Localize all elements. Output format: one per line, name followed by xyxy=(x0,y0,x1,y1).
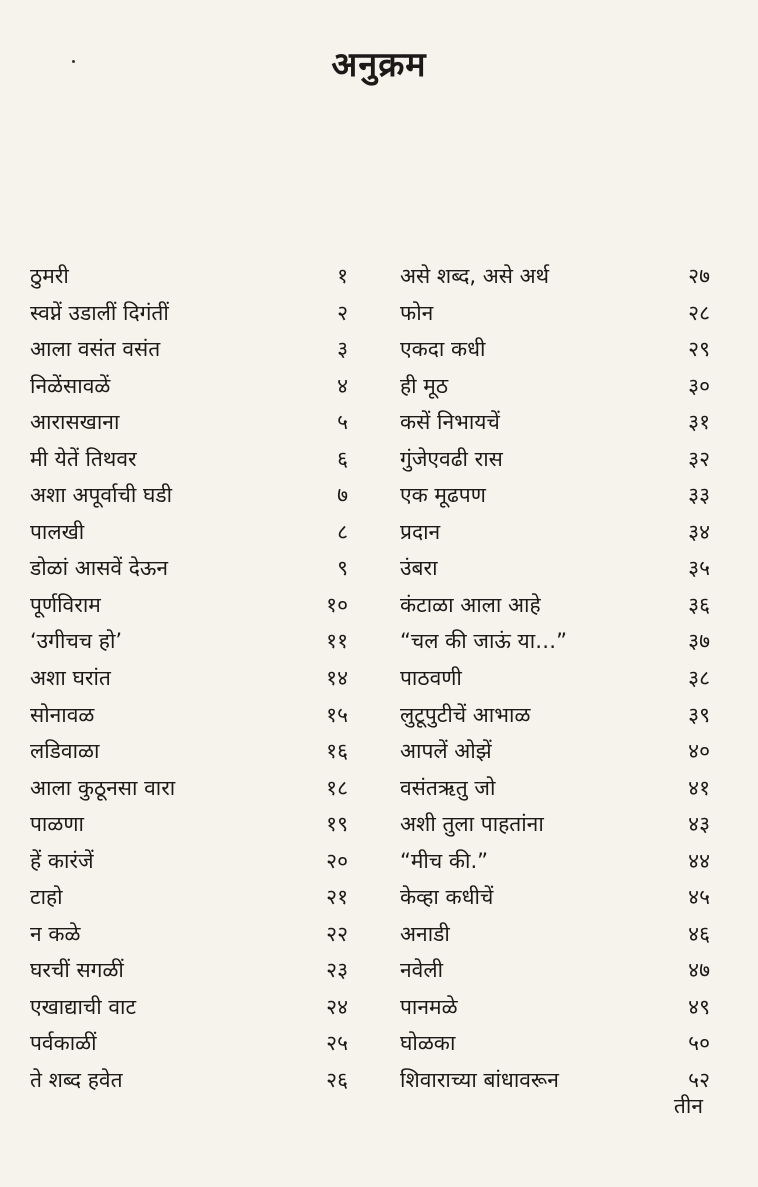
toc-entry-page: २० xyxy=(326,848,348,873)
toc-entry-page: ४० xyxy=(688,739,710,764)
toc-entry xyxy=(30,733,348,770)
toc-entry-title: अनाडी xyxy=(400,921,450,946)
toc-entry-page: ५ xyxy=(337,410,348,435)
toc-entry-page: ३४ xyxy=(688,519,710,544)
toc-entry-page: ३ xyxy=(337,337,348,362)
toc-entry-page: १८ xyxy=(326,775,348,800)
toc-entry xyxy=(400,770,710,807)
toc-entry-page: ६ xyxy=(337,446,348,471)
toc-entry-title: असे शब्द, असे अर्थ xyxy=(400,264,550,288)
toc-entry-title: प्रदान xyxy=(400,519,441,544)
toc-entry xyxy=(400,697,710,734)
toc-entry-page: ४९ xyxy=(688,994,710,1019)
toc-entry-page: २७ xyxy=(688,264,710,288)
toc-entry xyxy=(400,623,710,660)
toc-entry-page: ४ xyxy=(337,373,348,398)
toc-entry-title: लुटूपुटीचें आभाळ xyxy=(400,702,531,727)
toc-entry xyxy=(400,733,710,770)
toc-entry-title: एक मूढपण xyxy=(400,483,486,508)
toc-entry-page: ३५ xyxy=(688,556,710,581)
toc-entry-page: १४ xyxy=(326,666,348,691)
toc-entry-title: अशी तुला पाहतांना xyxy=(400,812,544,837)
toc-entry xyxy=(30,989,348,1026)
toc-entry xyxy=(400,843,710,880)
toc-entry-title: ते शब्द हवेत xyxy=(30,1068,123,1093)
toc-entry-title: अशा घरांत xyxy=(30,666,111,691)
toc-entry-title: अशा अपूर्वाची घडी xyxy=(30,483,173,508)
toc-entry xyxy=(400,806,710,843)
toc-entry-title: स्वप्नें उडालीं दिगंतीं xyxy=(30,300,169,325)
toc-entry-title: वसंतऋतु जो xyxy=(400,775,496,800)
toc-entry xyxy=(30,806,348,843)
toc-entry-title: फोन xyxy=(400,300,434,325)
toc-entry xyxy=(30,514,348,551)
toc-right-column xyxy=(400,258,710,1099)
toc-entry-title: घोळका xyxy=(400,1031,456,1056)
toc-entry xyxy=(30,404,348,441)
toc-entry xyxy=(400,989,710,1026)
toc-entry-page: २ xyxy=(337,300,348,325)
toc-entry-page: २२ xyxy=(326,921,348,946)
toc-entry xyxy=(30,770,348,807)
toc-entry xyxy=(400,550,710,587)
page-title: अनुक्रम xyxy=(331,45,427,85)
toc-entry-page: १ xyxy=(337,264,348,288)
toc-entry xyxy=(30,258,348,295)
toc-entry xyxy=(400,368,710,405)
toc-entry xyxy=(30,587,348,624)
toc-entry xyxy=(400,477,710,514)
toc-entry-title: नवेली xyxy=(400,958,444,983)
toc-entry-title: पर्वकाळीं xyxy=(30,1031,97,1056)
toc-entry xyxy=(30,952,348,989)
toc-entry-title: पानमळे xyxy=(400,994,458,1019)
toc-entry-title: निळेंसावळें xyxy=(30,373,111,398)
toc-entry xyxy=(30,1025,348,1062)
toc-entry xyxy=(30,879,348,916)
toc-entry-title: लडिवाळा xyxy=(30,739,100,764)
toc-entry-page: २६ xyxy=(326,1068,348,1093)
toc-entry xyxy=(30,1062,348,1099)
toc-entry-page: २८ xyxy=(688,300,710,325)
toc-entry-page: ८ xyxy=(337,519,348,544)
toc-entry xyxy=(400,258,710,295)
toc-entry xyxy=(30,477,348,514)
toc-entry-page: ३९ xyxy=(688,702,710,727)
toc-entry xyxy=(400,295,710,332)
toc-entry-page: १० xyxy=(326,592,348,617)
toc-entry-page: ३६ xyxy=(688,592,710,617)
toc-entry-title: उंबरा xyxy=(400,556,438,581)
toc-entry-title: मी येतें तिथवर xyxy=(30,446,137,471)
toc-entry xyxy=(400,879,710,916)
toc-entry-page: १६ xyxy=(326,739,348,764)
toc-entry-page: ५२ xyxy=(688,1068,710,1093)
toc-entry xyxy=(400,404,710,441)
toc-entry-page: २५ xyxy=(326,1031,348,1056)
toc-entry xyxy=(30,916,348,953)
toc-entry-title: शिवाराच्या बांधावरून xyxy=(400,1068,559,1093)
toc-entry-title: आला वसंत वसंत xyxy=(30,337,161,362)
toc-entry-page: ४१ xyxy=(688,775,710,800)
toc-left-column xyxy=(30,258,348,1099)
toc-entry-page: ९ xyxy=(337,556,348,581)
toc-entry-title: डोळां आसवें देऊन xyxy=(30,556,169,581)
toc-entry xyxy=(30,368,348,405)
toc-entry xyxy=(400,952,710,989)
toc-entry-page: ३० xyxy=(688,373,710,398)
toc-entry-title: न कळे xyxy=(30,921,81,946)
toc-entry xyxy=(30,697,348,734)
toc-entry xyxy=(400,1062,710,1099)
toc-entry xyxy=(400,441,710,478)
toc-entry-page: १९ xyxy=(326,812,348,837)
toc-entry xyxy=(30,660,348,697)
toc-entry-page: ४४ xyxy=(688,848,710,873)
page-number: तीन xyxy=(673,1094,703,1118)
toc-entry-title: सोनावळ xyxy=(30,702,95,727)
toc-entry-title: आला कुठूनसा वारा xyxy=(30,775,176,800)
toc-entry xyxy=(30,331,348,368)
toc-entry-title: एखाद्याची वाट xyxy=(30,994,137,1019)
toc-entry xyxy=(30,441,348,478)
toc-entry-title: टाहो xyxy=(30,885,63,910)
toc-entry-title: पूर्णविराम xyxy=(30,592,101,617)
toc-entry-title: घरचीं सगळीं xyxy=(30,958,124,983)
toc-entry-title: एकदा कधी xyxy=(400,337,486,362)
toc-entry-title: कसें निभायचें xyxy=(400,410,500,435)
toc-entry-page: ३३ xyxy=(688,483,710,508)
toc-entry-page: ३७ xyxy=(688,629,710,654)
toc-entry-title: पालखी xyxy=(30,519,85,544)
toc-entry-page: ५० xyxy=(688,1031,710,1056)
toc-entry xyxy=(400,331,710,368)
toc-entry-title: आपलें ओझें xyxy=(400,739,492,764)
toc-entry-title: हें कारंजें xyxy=(30,848,94,873)
toc-entry-page: २४ xyxy=(326,994,348,1019)
toc-entry-title: “चल की जाऊं या…” xyxy=(400,629,568,654)
toc-entry-title: ही मूठ xyxy=(400,373,449,398)
toc-entry xyxy=(400,1025,710,1062)
toc-entry-title: केव्हा कधीचें xyxy=(400,885,494,910)
toc-entry-page: २९ xyxy=(688,337,710,362)
toc-entry-title: ‘उगीचच हो’ xyxy=(30,629,123,654)
toc-entry xyxy=(400,514,710,551)
toc-entry-page: ४३ xyxy=(688,812,710,837)
toc-entry-title: पाठवणी xyxy=(400,666,462,691)
toc-entry-title: पाळणा xyxy=(30,812,84,837)
toc-entry-page: ११ xyxy=(326,629,348,654)
toc-entry-title: ठुमरी xyxy=(30,264,69,288)
toc-entry-page: १५ xyxy=(326,702,348,727)
toc-entry xyxy=(30,623,348,660)
toc-entry-page: ३८ xyxy=(688,666,710,691)
toc-entry-page: ४५ xyxy=(688,885,710,910)
toc-entry xyxy=(400,660,710,697)
toc-entry-page: ७ xyxy=(337,483,348,508)
toc-entry xyxy=(400,916,710,953)
toc-entry xyxy=(30,550,348,587)
toc-entry-page: ४६ xyxy=(688,921,710,946)
toc-entry-title: “मीच की.” xyxy=(400,848,489,873)
toc-entry xyxy=(30,843,348,880)
toc-entry-page: ३१ xyxy=(688,410,710,435)
toc-entry-page: ४७ xyxy=(688,958,710,983)
toc-entry-title: कंटाळा आला आहे xyxy=(400,592,541,617)
toc-entry-page: ३२ xyxy=(688,446,710,471)
toc-entry xyxy=(30,295,348,332)
toc-entry-page: २३ xyxy=(326,958,348,983)
toc-entry xyxy=(400,587,710,624)
toc-entry-page: २१ xyxy=(326,885,348,910)
toc-entry-title: गुंजेएवढी रास xyxy=(400,446,503,471)
toc-entry-title: आरासखाना xyxy=(30,410,120,435)
